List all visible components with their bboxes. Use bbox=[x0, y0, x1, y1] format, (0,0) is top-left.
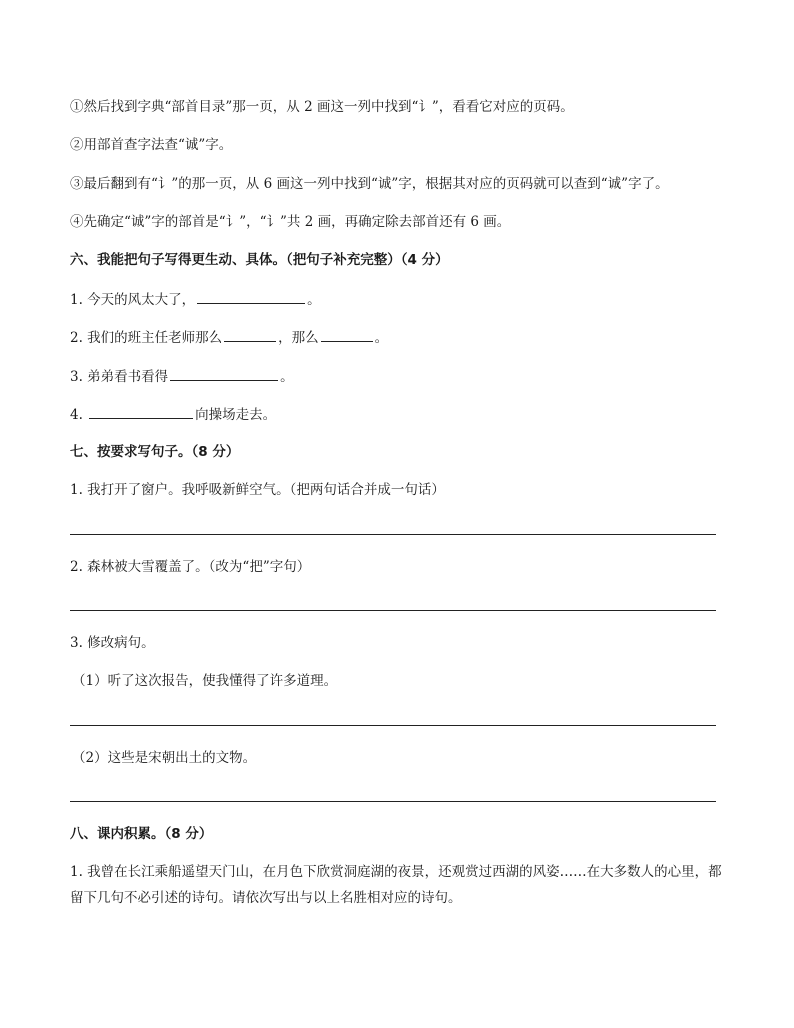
s6-q3-suffix: 。 bbox=[280, 369, 294, 385]
s7-q3-1-answer-line[interactable] bbox=[70, 725, 716, 726]
s7-question-2: 2. 森林被大雪覆盖了。（改为“把”字句） bbox=[70, 559, 311, 575]
step-4: ④先确定“诚”字的部首是“讠”，“讠”共 2 画，再确定除去部首还有 6 画。 bbox=[70, 214, 511, 230]
s6-q2-prefix: 2. 我们的班主任老师那么 bbox=[70, 330, 223, 346]
s7-question-1: 1. 我打开了窗户。我呼吸新鲜空气。（把两句话合并成一句话） bbox=[70, 482, 445, 498]
step-1: ①然后找到字典“部首目录”那一页，从 2 画这一列中找到“讠”，看看它对应的页码。 bbox=[70, 99, 574, 115]
section-8-heading: 八、课内积累。（8 分） bbox=[70, 826, 213, 842]
s8-question-1: 1. 我曾在长江乘船遥望天门山，在月色下欣赏洞庭湖的夜景，还观赏过西湖的风姿……在大多数人的心里，都留下几句不必引述的诗句。请依次写出与以上名胜相对应的诗句。 bbox=[70, 864, 722, 906]
s7-question-3-1: （1）听了这次报告，使我懂得了许多道理。 bbox=[72, 673, 338, 689]
s6-question-4 bbox=[70, 404, 276, 425]
s6-q4-prefix: 4. bbox=[70, 407, 88, 423]
step-3: ③最后翻到有“讠”的那一页，从 6 画这一列中找到“诚”字，根据其对应的页码就可以查到“诚”字了。 bbox=[70, 176, 669, 192]
s6-q3-prefix: 3. 弟弟看书看得 bbox=[70, 369, 169, 385]
s6-question-2 bbox=[70, 327, 388, 348]
s7-q2-answer-line[interactable] bbox=[70, 610, 716, 611]
s6-q1-suffix: 。 bbox=[307, 292, 321, 308]
s6-question-1 bbox=[70, 289, 321, 310]
step-2: ②用部首查字法查“诚”字。 bbox=[70, 137, 233, 153]
section-6-heading: 六、我能把句子写得更生动、具体。（把句子补充完整）（4 分） bbox=[70, 252, 449, 268]
s7-q3-2-answer-line[interactable] bbox=[70, 801, 716, 802]
s6-q2-blank-1[interactable] bbox=[224, 327, 276, 342]
s6-q2-blank-2[interactable] bbox=[321, 327, 373, 342]
s6-q3-blank[interactable] bbox=[170, 366, 278, 381]
s6-q2-suffix: 。 bbox=[374, 330, 389, 346]
s6-q2-mid: ，那么 bbox=[278, 330, 319, 346]
s7-question-3-2: （2）这些是宋朝出土的文物。 bbox=[72, 750, 257, 766]
s6-q4-blank[interactable] bbox=[89, 404, 193, 419]
s7-q1-answer-line[interactable] bbox=[70, 534, 716, 535]
section-7-heading: 七、按要求写句子。（8 分） bbox=[70, 444, 240, 460]
s6-question-3 bbox=[70, 366, 294, 387]
s6-q1-prefix: 1. 今天的风太大了， bbox=[70, 292, 196, 308]
s6-q4-suffix: 向操场走去。 bbox=[195, 407, 277, 423]
s6-q1-blank[interactable] bbox=[197, 289, 305, 304]
s7-question-3: 3. 修改病句。 bbox=[70, 635, 155, 651]
